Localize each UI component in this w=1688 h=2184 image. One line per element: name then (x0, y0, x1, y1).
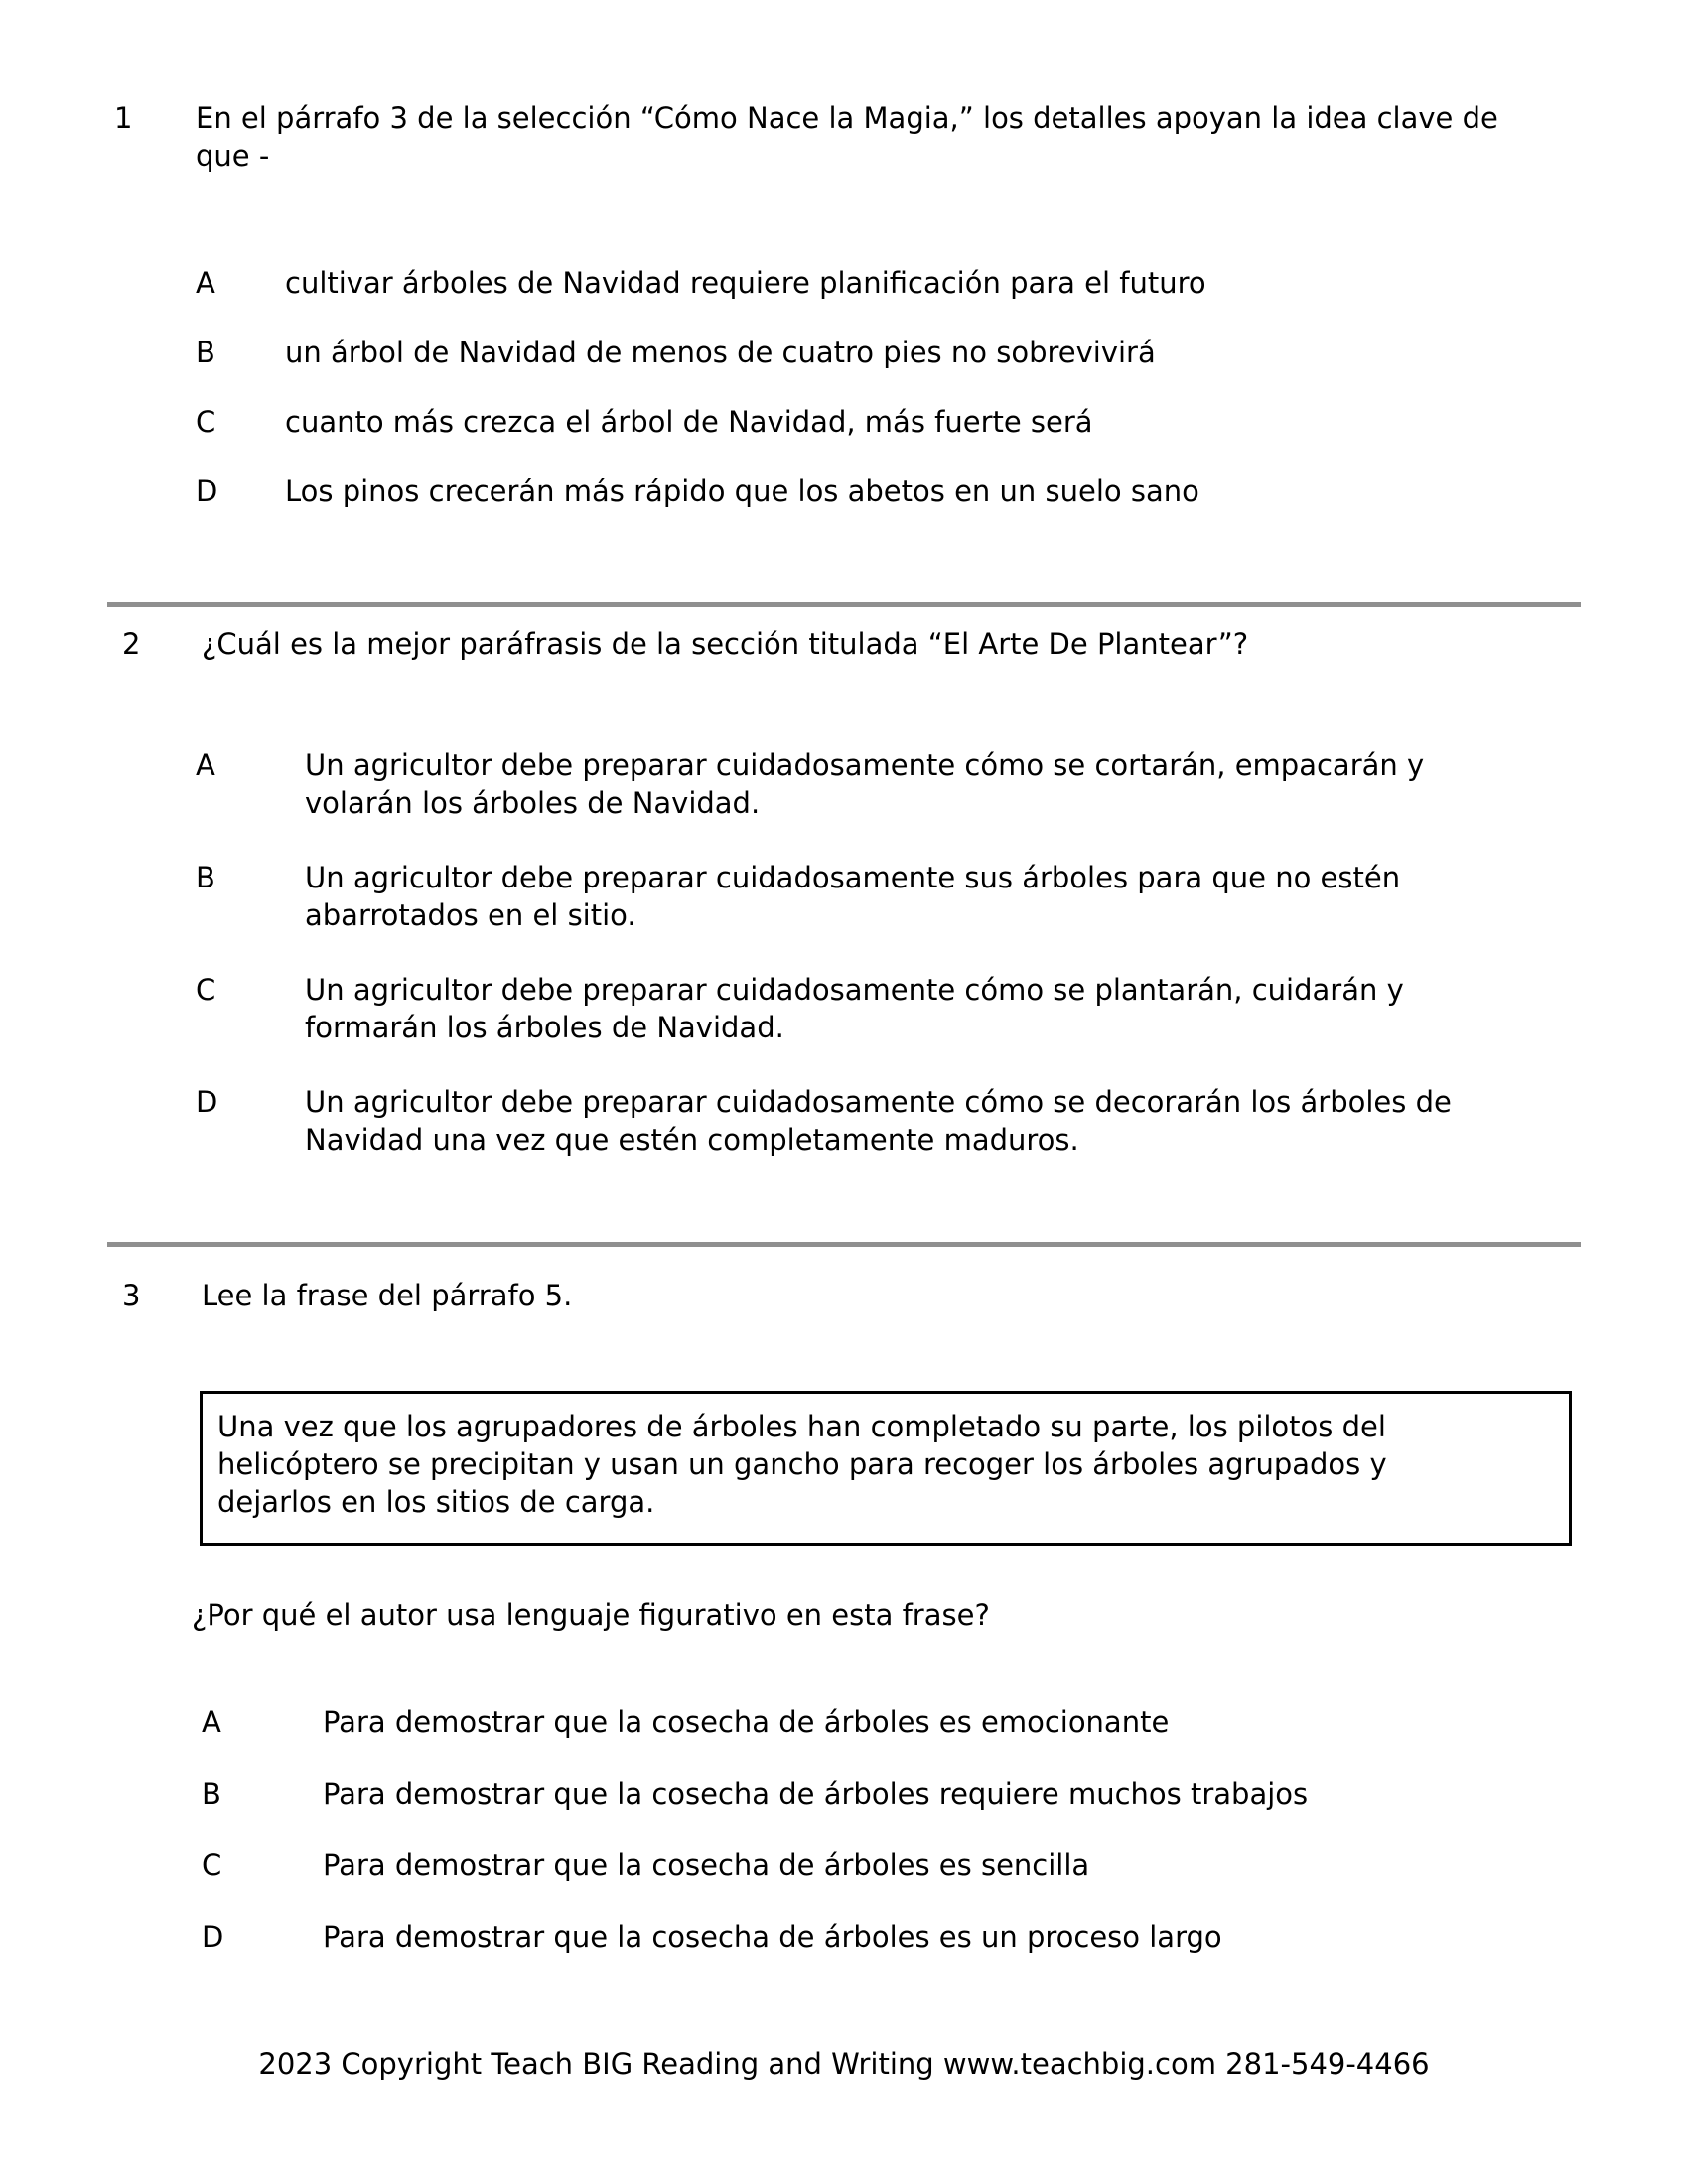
question-3-options (202, 1704, 1308, 1989)
option-text: Para demostrar que la cosecha de árboles es un proceso largo (323, 1920, 1222, 1954)
option-text: un árbol de Navidad de menos de cuatro pies no sobrevivirá (285, 336, 1156, 369)
question-3-number: 3 (122, 1279, 141, 1312)
question-1-prompt: En el párrafo 3 de la selección “Cómo Nace la Magia,” los detalles apoyan la idea clave de que - (196, 101, 1498, 173)
quote-box (200, 1391, 1572, 1546)
question-2-prompt: ¿Cuál es la mejor paráfrasis de la sección titulada “El Arte De Plantear”? (202, 627, 1249, 661)
answer-option (202, 1918, 1308, 1956)
option-letter: A (202, 1706, 221, 1739)
answer-option (196, 859, 1477, 934)
question-3-prompt: Lee la frase del párrafo 5. (202, 1279, 573, 1312)
option-letter: D (196, 475, 218, 508)
question-2-options (196, 747, 1477, 1195)
answer-option (196, 473, 1206, 510)
question-1-number: 1 (114, 101, 133, 135)
option-letter: A (196, 266, 215, 300)
answer-option (202, 1775, 1308, 1813)
option-letter: C (202, 1848, 222, 1882)
answer-option (202, 1846, 1308, 1884)
option-text: Los pinos crecerán más rápido que los abetos en un suelo sano (285, 475, 1199, 508)
option-text: Un agricultor debe preparar cuidadosamente cómo se cortarán, empacarán y volarán los árboles de Navidad. (305, 749, 1425, 820)
option-text: Para demostrar que la cosecha de árboles es emocionante (323, 1706, 1170, 1739)
answer-option (196, 334, 1206, 371)
option-letter: C (196, 973, 216, 1007)
option-letter: D (196, 1085, 218, 1119)
question-3-subprompt: ¿Por qué el autor usa lenguaje figurativo en esta frase? (192, 1598, 990, 1632)
option-text: Un agricultor debe preparar cuidadosamente cómo se plantarán, cuidarán y formarán los árboles de Navidad. (305, 973, 1404, 1044)
answer-option (196, 403, 1206, 441)
answer-option (196, 1083, 1477, 1159)
option-text: Para demostrar que la cosecha de árboles requiere muchos trabajos (323, 1777, 1309, 1811)
option-letter: A (196, 749, 215, 782)
question-1-options (196, 264, 1206, 542)
option-text: Un agricultor debe preparar cuidadosamente cómo se decorarán los árboles de Navidad una vez que estén completamente maduros. (305, 1085, 1452, 1157)
option-letter: D (202, 1920, 224, 1954)
option-text: cuanto más crezca el árbol de Navidad, más fuerte será (285, 405, 1093, 439)
answer-option (202, 1704, 1308, 1741)
question-2 (122, 625, 1248, 663)
option-letter: C (196, 405, 216, 439)
option-text: Para demostrar que la cosecha de árboles es sencilla (323, 1848, 1090, 1882)
section-divider (107, 1242, 1581, 1247)
option-text: Un agricultor debe preparar cuidadosamente sus árboles para que no estén abarrotados en el sitio. (305, 861, 1401, 932)
footer-copyright: 2023 Copyright Teach BIG Reading and Writing www.teachbig.com 281-549-4466 (258, 2047, 1430, 2081)
option-text: cultivar árboles de Navidad requiere planificación para el futuro (285, 266, 1206, 300)
option-letter: B (202, 1777, 221, 1811)
quote-text: Una vez que los agrupadores de árboles han completado su parte, los pilotos del helicóptero se precipitan y usan un gancho para recoger los árboles agrupados y dejarlos en los sitios de carga. (217, 1410, 1387, 1519)
question-3 (122, 1277, 572, 1314)
answer-option (196, 264, 1206, 302)
answer-option (196, 747, 1477, 822)
option-letter: B (196, 336, 215, 369)
option-letter: B (196, 861, 215, 894)
question-1 (114, 99, 1506, 175)
answer-option (196, 971, 1477, 1046)
question-2-number: 2 (122, 627, 141, 661)
section-divider (107, 602, 1581, 607)
